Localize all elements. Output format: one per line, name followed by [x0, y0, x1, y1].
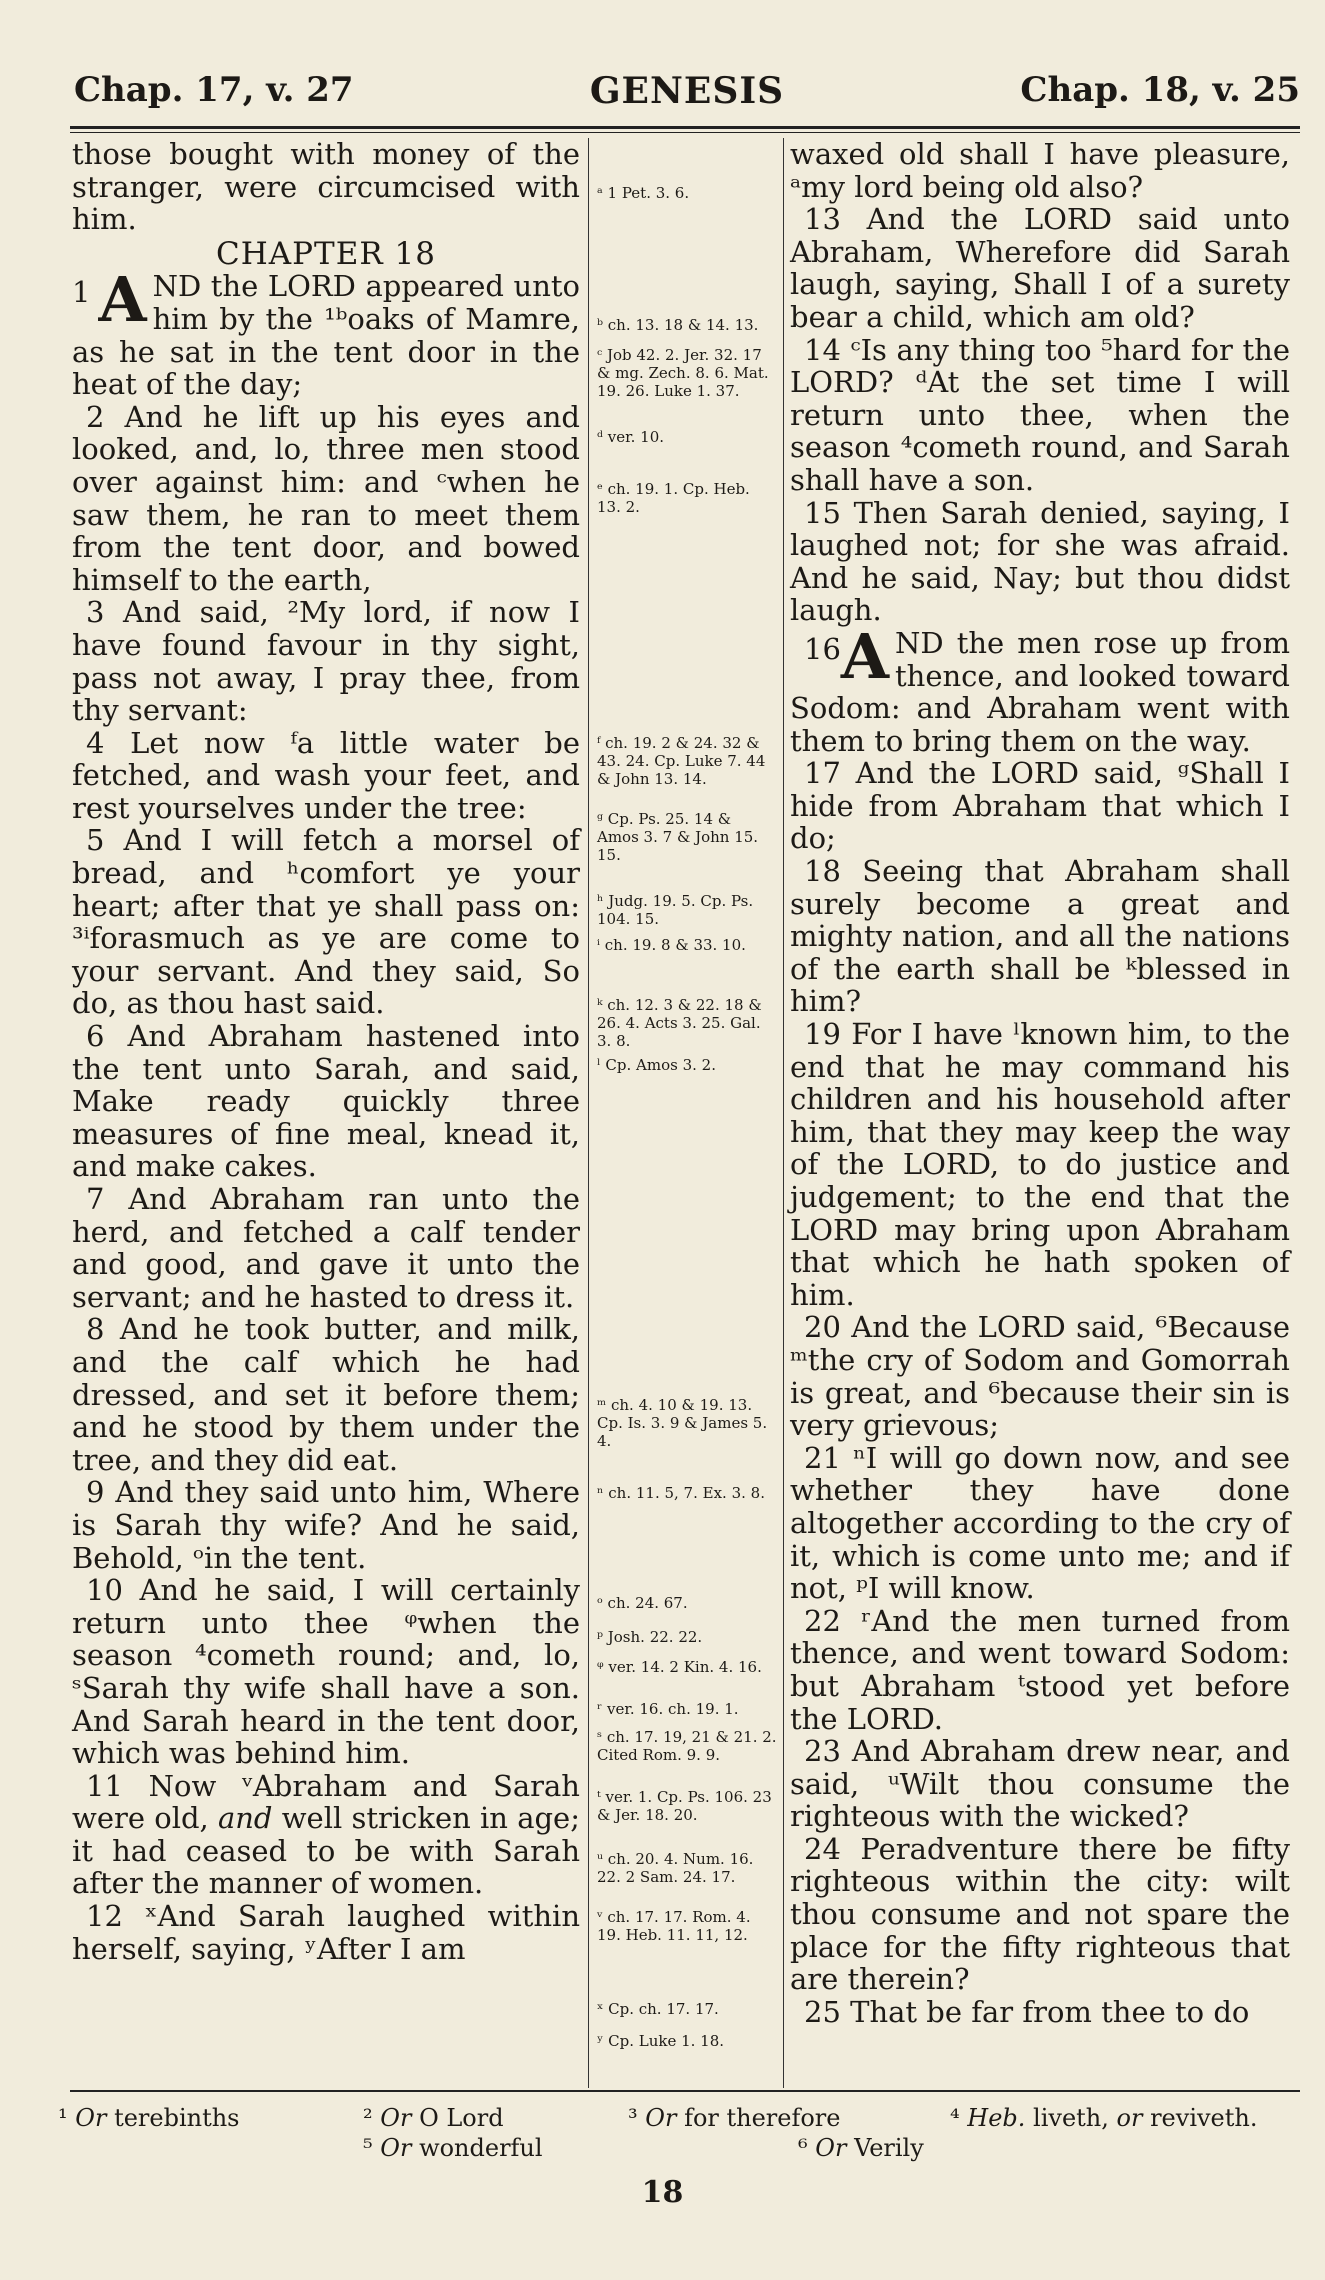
ref-l: ˡ Cp. Amos 3. 2.	[597, 1056, 716, 1074]
footnote-3: ³ Or for therefore	[628, 2104, 841, 2132]
footnote-1: ¹ Or terebinths	[58, 2104, 240, 2132]
verse-11: 11 Now ᵛAbraham and Sarah were old, and well stricken in age; it had ceased to be with Sarah after the manner of women.	[72, 1768, 580, 1901]
ref-d: ᵈ ver. 10.	[597, 428, 665, 446]
cross-references-column	[597, 138, 777, 2088]
footnote-5: ⁵ Or wonderful	[363, 2134, 543, 2162]
header-left: Chap. 17, v. 27	[74, 70, 354, 110]
header-book-title: GENESIS	[589, 70, 785, 112]
verse-18: 18 Seeing that Abraham shall surely become a great and mighty nation, and all the nations of the earth shall be ᵏblessed in him?	[790, 854, 1290, 1019]
running-header	[74, 70, 1300, 122]
verse-3: 3 And said, ²My lord, if now I have found favour in thy sight, pass not away, I pray thee, from thy servant:	[72, 595, 580, 728]
page-number: 18	[641, 2175, 684, 2210]
verse-15: 15 Then Sarah denied, saying, I laughed not; for she was afraid. And he said, Nay; but thou didst laugh.	[790, 495, 1290, 628]
verse-4: 4 Let now ᶠa little water be fetched, and wash your feet, and rest yourselves under the tree:	[72, 725, 580, 825]
ref-c: ᶜ Job 42. 2. Jer. 32. 17 & mg. Zech. 8. 6. Mat. 19. 26. Luke 1. 37.	[597, 346, 769, 400]
header-right: Chap. 18, v. 25	[1020, 70, 1300, 110]
ref-q: ᵠ ver. 14. 2 Kin. 4. 16.	[597, 1658, 762, 1676]
verse-17: 17 And the LORD said, ᵍShall I hide from Abraham that which I do;	[790, 756, 1290, 856]
verse-20: 20 And the LORD said, ⁶Because ᵐthe cry of Sodom and Gomorrah is great, and ⁶because their sin is very grievous;	[790, 1310, 1290, 1443]
verse-24: 24 Peradventure there be fifty righteous within the city: wilt thou consume and not spare the place for the fifty righteous that are therein?	[790, 1831, 1290, 1997]
verse-6: 6 And Abraham hastened into the tent unto Sarah, and said, Make ready quickly three measures of fine meal, knead it, and make cakes.	[72, 1019, 580, 1184]
ref-e: ᵉ ch. 19. 1. Cp. Heb. 13. 2.	[597, 480, 750, 516]
verse-9: 9 And they said unto him, Where is Sarah thy wife? And he said, Behold, ᵒin the tent.	[72, 1475, 580, 1575]
footnote-2: ² Or O Lord	[363, 2104, 504, 2132]
ref-o: ᵒ ch. 24. 67.	[597, 1594, 688, 1612]
verse-1: 1 A ND the LORD appeared unto him by the ¹ᵇoaks of Mamre, as he sat in the tent door in the heat of the day;	[72, 263, 580, 402]
verse-12: 12 ˣAnd Sarah laughed within herself, saying, ʸAfter I am	[72, 1899, 580, 1966]
verse-2: 2 And he lift up his eyes and looked, and, lo, three men stood over against him: and ᶜwhen he saw them, he ran to meet them from the tent door, and bowed himself to the earth,	[72, 399, 580, 597]
verse-19: 19 For I have ˡknown him, to the end that he may command his children and his household after him, that they may keep the way of the LORD, to do justice and judgement; to the end that the LORD may bring upon Abraham that which he hath spoken of him.	[790, 1017, 1290, 1312]
dropcap-a-16: A	[840, 619, 890, 693]
verse-17-27-cont: those bought with money of the stranger, were circumcised with him.	[72, 137, 580, 237]
ref-n: ⁿ ch. 11. 5, 7. Ex. 3. 8.	[597, 1484, 765, 1502]
verse-23: 23 And Abraham drew near, and said, ᵘWilt thou consume the righteous with the wicked?	[790, 1734, 1290, 1834]
ref-b: ᵇ ch. 13. 18 & 14. 13.	[597, 316, 759, 334]
header-rule-thin	[70, 132, 1300, 133]
verse-16: 16 A ND the men rose up from thence, and looked toward Sodom: and Abraham went with them to bring them on the way.	[790, 619, 1290, 758]
verse-7: 7 And Abraham ran unto the herd, and fetched a calf tender and good, and gave it unto the servant; and he hasted to dress it.	[72, 1182, 580, 1314]
verse-21: 21 ⁿI will go down now, and see whether they have done altogether according to the cry of it, which is come unto me; and if not, ᵖI will know.	[790, 1440, 1290, 1606]
verse-8: 8 And he took butter, and milk, and the calf which he had dressed, and set it before them; and he stood by them under the tree, and they did eat.	[72, 1312, 580, 1477]
chapter-heading: CHAPTER 18	[216, 235, 436, 272]
ref-f: ᶠ ch. 19. 2 & 24. 32 & 43. 24. Cp. Luke 7. 44 & John 13. 14.	[597, 734, 766, 788]
verse-22: 22 ʳAnd the men turned from thence, and went toward Sodom: but Abraham ᵗstood yet before the LORD.	[790, 1603, 1290, 1736]
footnote-6: ⁶ Or Verily	[798, 2134, 924, 2162]
ref-i: ⁱ ch. 19. 8 & 33. 10.	[597, 936, 746, 954]
verse-10: 10 And he said, I will certainly return unto thee ᵠwhen the season ⁴cometh round; and, lo, ˢSarah thy wife shall have a son. And Sarah heard in the tent door, which was behind him.	[72, 1573, 580, 1771]
verse-12-cont: waxed old shall I have pleasure, ᵃmy lord being old also?	[790, 137, 1290, 204]
column-divider-left	[588, 138, 589, 2088]
dropcap-a: A	[98, 263, 147, 337]
ref-r: ʳ ver. 16. ch. 19. 1.	[597, 1700, 739, 1718]
ref-x: ˣ Cp. ch. 17. 17.	[597, 2000, 719, 2018]
ref-y: ʸ Cp. Luke 1. 18.	[597, 2032, 725, 2050]
ref-v: ᵛ ch. 17. 17. Rom. 4. 19. Heb. 11. 11, 12.	[597, 1908, 751, 1944]
ref-p: ᵖ Josh. 22. 22.	[597, 1628, 703, 1646]
verse-13: 13 And the LORD said unto Abraham, Wherefore did Sarah laugh, saying, Shall I of a surety bear a child, which am old?	[790, 202, 1290, 334]
ref-s: ˢ ch. 17. 19, 21 & 21. 2. Cited Rom. 9. 9.	[597, 1728, 777, 1764]
left-text-column	[72, 138, 580, 1965]
right-text-column	[790, 138, 1290, 2028]
footnote-rule	[70, 2090, 1300, 2092]
ref-m: ᵐ ch. 4. 10 & 19. 13. Cp. Is. 3. 9 & James 5. 4.	[597, 1396, 768, 1450]
header-rule	[70, 126, 1300, 129]
ref-k: ᵏ ch. 12. 3 & 22. 18 & 26. 4. Acts 3. 25. Gal. 3. 8.	[597, 996, 762, 1050]
ref-u: ᵘ ch. 20. 4. Num. 16. 22. 2 Sam. 24. 17.	[597, 1850, 754, 1886]
ref-h: ʰ Judg. 19. 5. Cp. Ps. 104. 15.	[597, 892, 754, 928]
ref-t: ᵗ ver. 1. Cp. Ps. 106. 23 & Jer. 18. 20.	[597, 1788, 772, 1824]
verse-5: 5 And I will fetch a morsel of bread, and ʰcomfort ye your heart; after that ye shall pass on: ³ⁱforasmuch as ye are come to your servant. And they said, So do, as thou hast said.	[72, 823, 580, 1021]
footnote-4: ⁴ Heb. liveth, or reviveth.	[950, 2104, 1258, 2132]
verse-25: 25 That be far from thee to do	[804, 1994, 1250, 2029]
ref-a: ᵃ 1 Pet. 3. 6.	[597, 184, 690, 202]
column-divider-right	[783, 138, 784, 2088]
ref-g: ᵍ Cp. Ps. 25. 14 & Amos 3. 7 & John 15. 15.	[597, 810, 759, 864]
verse-14: 14 ᶜIs any thing too ⁵hard for the LORD? ᵈAt the set time I will return unto thee, when the season ⁴cometh round, and Sarah shall have a son.	[790, 332, 1290, 497]
